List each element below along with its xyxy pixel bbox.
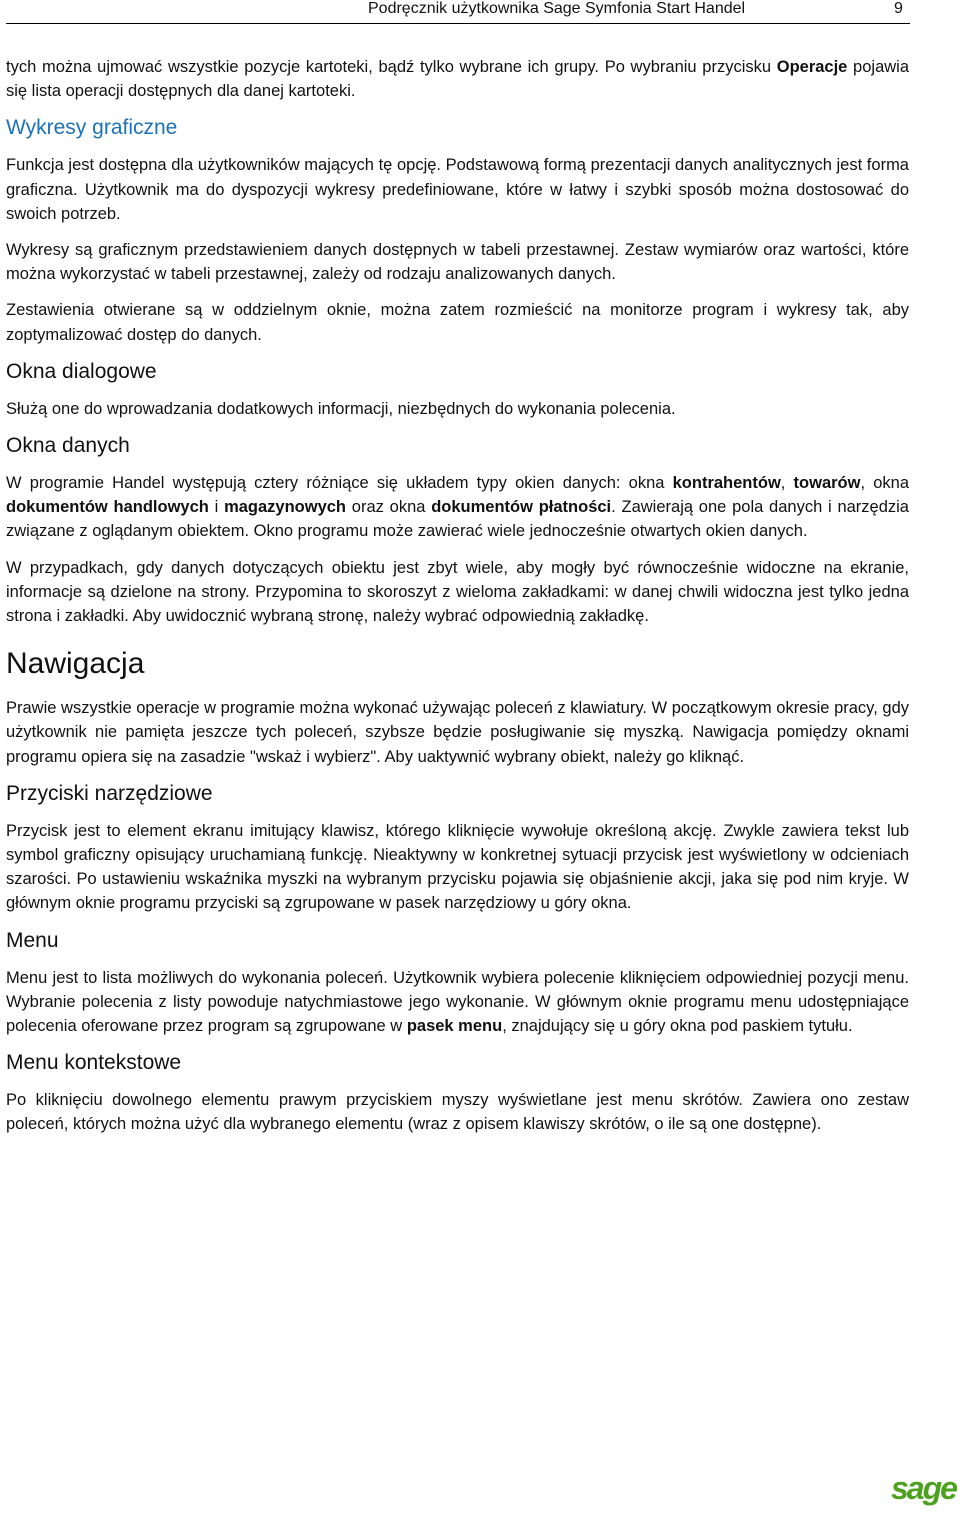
section-heading-wykresy: Wykresy graficzne — [6, 116, 178, 140]
section-heading-okna-danych: Okna danych — [6, 434, 130, 458]
document-body — [6, 55, 909, 1149]
header-divider — [6, 23, 910, 24]
section-heading-okna-dialogowe: Okna dialogowe — [6, 359, 157, 383]
paragraph: Funkcja jest dostępna dla użytkowników mających tę opcję. Podstawową formą prezentacji danych analitycznych jest forma graficzna. Użytkownik ma do dyspozycji wykresy predefiniowane, które w łatwy i szybki sposób można dostosować do swoich potrzeb. — [6, 156, 909, 223]
section-heading-menu-kontekstowe: Menu kontekstowe — [6, 1051, 182, 1075]
page-header — [6, 0, 910, 24]
paragraph: W przypadkach, gdy danych dotyczących obiektu jest zbyt wiele, aby mogły być równocześnie widoczne na ekranie, informacje są dzielone na strony. Przypomina to skoroszyt z wieloma zakładkami: w danej chwili widoczna jest tylko jedna strona i zakładki. Aby uwidocznić wybraną stronę, należy wybrać odpowiednią zakładkę. — [6, 558, 909, 626]
header-title: Podręcznik użytkownika Sage Symfonia Start Handel — [368, 0, 746, 17]
paragraph: Wykresy są graficznym przedstawieniem danych dostępnych w tabeli przestawnej. Zestaw wymiarów oraz wartości, które można wykorzystać w tabeli przestawnej, zależy od rodzaju analizowanych danych. — [6, 241, 909, 284]
paragraph: Prawie wszystkie operacje w programie można wykonać używając poleceń z klawiatury. W początkowym okresie pracy, gdy użytkownik nie pamięta jeszcze tych poleceń, szybsze będzie posługiwanie się myszką. Nawigacja pomiędzy oknami programu opiera się na zasadzie "wskaż i wybierz". Aby uaktywnić wybrany obiekt, należy go kliknąć. — [6, 699, 909, 766]
section-heading-menu: Menu — [6, 928, 59, 952]
intro-paragraph: tych można ujmować wszystkie pozycje kartoteki, bądź tylko wybrane ich grupy. Po wybraniu przycisku Operacje pojawia się lista operacji dostępnych dla danej kartoteki. — [6, 58, 909, 101]
operacje-term: Operacje — [776, 58, 848, 76]
sage-logo: sage — [891, 1470, 956, 1506]
paragraph: Służą one do wprowadzania dodatkowych informacji, niezbędnych do wykonania polecenia. — [6, 399, 676, 418]
section-heading-przyciski: Przyciski narzędziowe — [6, 781, 213, 805]
paragraph: Zestawienia otwierane są w oddzielnym oknie, można zatem rozmieścić na monitorze program i wykresy tak, aby zoptymalizować dostęp do danych. — [6, 301, 909, 344]
paragraph: Menu jest to lista możliwych do wykonania poleceń. Użytkownik wybiera polecenie kliknięciem odpowiedniej pozycji menu. Wybranie polecenia z listy powoduje natychmiastowe jego wykonanie. W głównym oknie programu menu udostępniające polecenia oferowane przez program są zgrupowane w pasek menu, znajdujący się u góry okna pod paskiem tytułu. — [6, 968, 909, 1036]
chapter-heading-nawigacja: Nawigacja — [6, 647, 145, 681]
paragraph: Po kliknięciu dowolnego elementu prawym przyciskiem myszy wyświetlane jest menu skrótów. Zawiera ono zestaw poleceń, których można użyć dla wybranego elementu (wraz z opisem klawiszy skrótów, o ile są one dostępne). — [6, 1091, 909, 1134]
page-number: 9 — [894, 0, 903, 17]
paragraph: W programie Handel występują cztery różniące się układem typy okien danych: okna kontrahentów, towarów, okna dokumentów handlowych i magazynowych oraz okna dokumentów płatności. Zawierają one pola danych i narzędzia związane z oglądanym obiektem. Okno programu może zawierać wiele jednocześnie otwartych okien danych. — [6, 474, 909, 541]
paragraph: Przycisk jest to element ekranu imitujący klawisz, którego kliknięcie wywołuje określoną akcję. Zwykle zawiera tekst lub symbol graficzny opisujący uruchamianą funkcję. Nieaktywny w konkretnej sytuacji przycisk jest wyświetlony w odcieniach szarości. Po ustawieniu wskaźnika myszki na wybranym przycisku pojawia się objaśnienie akcji, jaka się pod nim kryje. W głównym oknie programu przyciski są zgrupowane w pasek narzędziowy u góry okna. — [6, 821, 909, 913]
